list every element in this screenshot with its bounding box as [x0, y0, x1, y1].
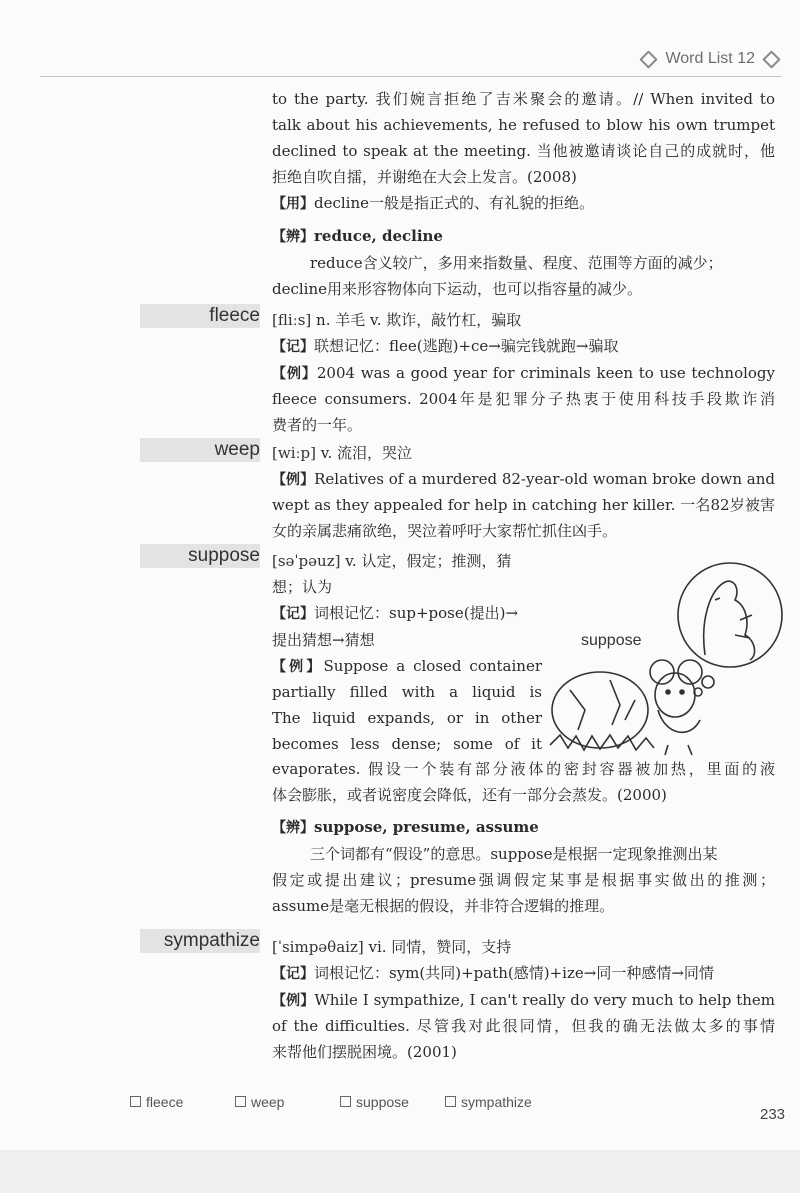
- example-tag: 【例】: [272, 366, 317, 382]
- memory-tag: 【记】: [272, 966, 314, 982]
- checkbox-icon[interactable]: [445, 1096, 456, 1107]
- example-tag: 【例】: [272, 659, 324, 675]
- definition-line: 想；认为: [272, 578, 333, 596]
- usage-text: decline一般是指正式的、有礼貌的拒绝。: [314, 194, 595, 212]
- text-line: 拒绝自吹自擂，并谢绝在大会上发言。(2008): [272, 168, 577, 186]
- checklist-item-fleece[interactable]: [130, 1094, 183, 1110]
- memory-line: [272, 600, 542, 627]
- phonetic: [səˈpəuz]: [272, 552, 341, 570]
- usage-note: [272, 190, 775, 217]
- text-line: talk about his achievements, he refused to blow his own trumpet: [272, 116, 775, 134]
- text-line: declined to speak at the meeting. 当他被邀请谈论自己的成就时，他: [272, 142, 775, 160]
- text-line: 假定或提出建议；presume强调假定某事是根据事实做出的推测；: [272, 871, 775, 889]
- illustration-caption: suppose: [581, 632, 642, 649]
- example-line: of the difficulties. 尽管我对此很同情，但我的确无法做太多的事情: [272, 1017, 775, 1035]
- headword-suppose: suppose: [188, 545, 260, 566]
- example-line: wept as they appealed for help in catching her killer. 一名82岁被害: [272, 496, 775, 514]
- decline-example: [272, 86, 775, 302]
- example-line: 女的亲属悲痛欲绝，哭泣着呼吁大家帮忙抓住凶手。: [272, 522, 618, 540]
- example-text: Relatives of a murdered 82-year-old woman broke down and: [314, 470, 775, 488]
- example-line: partially filled with a liquid is: [272, 683, 542, 701]
- page-edge: [0, 1150, 800, 1193]
- diamond-icon: [640, 50, 658, 68]
- example-line: [272, 466, 775, 492]
- definition-line: [272, 307, 775, 333]
- entry-fleece: [272, 307, 775, 438]
- page-header: [642, 50, 778, 68]
- word-list-title: Word List 12: [665, 50, 755, 67]
- example-line: [272, 653, 542, 679]
- example-line: [272, 987, 775, 1013]
- diff-tag: 【辨】: [272, 820, 314, 836]
- container-icon: [552, 672, 648, 748]
- diff-tag: 【辨】: [272, 229, 314, 245]
- phonetic: [ˈsimpəθaiz]: [272, 938, 364, 956]
- example-line: 费者的一年。: [272, 416, 363, 434]
- diff-title: reduce, decline: [314, 227, 443, 245]
- example-line: The liquid expands, or in other: [272, 709, 542, 727]
- diff-heading: [272, 814, 775, 841]
- example-text: While I sympathize, I can't really do very much to help them: [314, 991, 775, 1009]
- entry-suppose: [272, 548, 542, 757]
- example-text: Suppose a closed container: [323, 657, 542, 675]
- checklist-label: suppose: [356, 1094, 409, 1110]
- phonetic: [fliːs]: [272, 311, 312, 329]
- memory-line: [272, 960, 775, 987]
- diff-title: suppose, presume, assume: [314, 818, 539, 836]
- memory-text: 联想记忆：flee(逃跑)+ce→骗完钱就跑→骗取: [314, 337, 619, 355]
- checkbox-icon[interactable]: [340, 1096, 351, 1107]
- example-line: becomes less dense; some of it: [272, 735, 542, 753]
- definition: v. 流泪，哭泣: [320, 444, 413, 462]
- entry-sympathize: [272, 934, 775, 1065]
- memory-tag: 【记】: [272, 606, 314, 622]
- text-line: to the party. 我们婉言拒绝了吉米聚会的邀请。// When invited to: [272, 90, 775, 108]
- definition: vi. 同情，赞同，支持: [368, 938, 512, 956]
- entry-weep: [272, 440, 775, 544]
- text-line: decline用来形容物体向下运动，也可以指容量的减少。: [272, 280, 643, 298]
- text-line: 三个词都有“假设”的意思。suppose是根据一定现象推测出某: [310, 845, 718, 863]
- text-line: reduce含义较广，多用来指数量、程度、范围等方面的减少；: [310, 254, 723, 272]
- example-line: 来帮他们摆脱困境。(2001): [272, 1043, 457, 1061]
- example-text: 2004 was a good year for criminals keen to use technology: [316, 364, 775, 382]
- example-line: 体会膨胀，或者说密度会降低，还有一部分会蒸发。(2000): [272, 786, 667, 804]
- dinosaur-icon: [704, 581, 755, 660]
- memory-line: 提出猜想→猜想: [272, 631, 375, 649]
- header-divider: [40, 76, 782, 77]
- diff-heading: [272, 223, 775, 250]
- example-tag: 【例】: [272, 472, 315, 488]
- example-line: fleece consumers. 2004年是犯罪分子热衷于使用科技手段欺诈消: [272, 390, 775, 408]
- text-line: assume是毫无根据的假设，并非符合逻辑的推理。: [272, 897, 615, 915]
- definition: v. 认定，假定；推测，猜: [345, 552, 512, 570]
- memory-text: 词根记忆：sym(共同)+path(感情)+ize→同一种感情→同情: [314, 964, 714, 982]
- usage-tag: 【用】: [272, 196, 314, 212]
- checklist-item-suppose[interactable]: [340, 1094, 409, 1110]
- checkbox-icon[interactable]: [235, 1096, 246, 1107]
- definition: n. 羊毛 v. 欺诈，敲竹杠，骗取: [316, 311, 522, 329]
- suppose-illustration: [540, 560, 790, 760]
- headword-weep: weep: [214, 439, 260, 460]
- example-line: evaporates. 假设一个装有部分液体的密封容器被加热，里面的液: [272, 760, 775, 778]
- example-tag: 【例】: [272, 993, 315, 1009]
- checklist-item-weep[interactable]: [235, 1094, 284, 1110]
- headword-fleece: fleece: [209, 305, 260, 326]
- checklist-label: weep: [251, 1094, 285, 1110]
- definition-line: [272, 440, 775, 466]
- memory-tag: 【记】: [272, 339, 314, 355]
- definition-line: [272, 548, 542, 574]
- phonetic: [wiːp]: [272, 444, 316, 462]
- checkbox-icon[interactable]: [130, 1096, 141, 1107]
- memory-line: [272, 333, 775, 360]
- checklist-label: fleece: [146, 1094, 184, 1110]
- thought-bubble: [678, 563, 782, 667]
- mouse-icon: [655, 673, 695, 717]
- headword-sympathize: sympathize: [163, 930, 260, 951]
- entry-suppose-cont: [272, 756, 775, 919]
- example-line: [272, 360, 775, 386]
- definition-line: [272, 934, 775, 960]
- memory-text: 词根记忆：sup+pose(提出)→: [314, 604, 519, 622]
- diamond-icon: [762, 50, 780, 68]
- checklist-label: sympathize: [461, 1094, 532, 1110]
- page-number: 233: [760, 1106, 786, 1123]
- checklist-item-sympathize[interactable]: [445, 1094, 532, 1110]
